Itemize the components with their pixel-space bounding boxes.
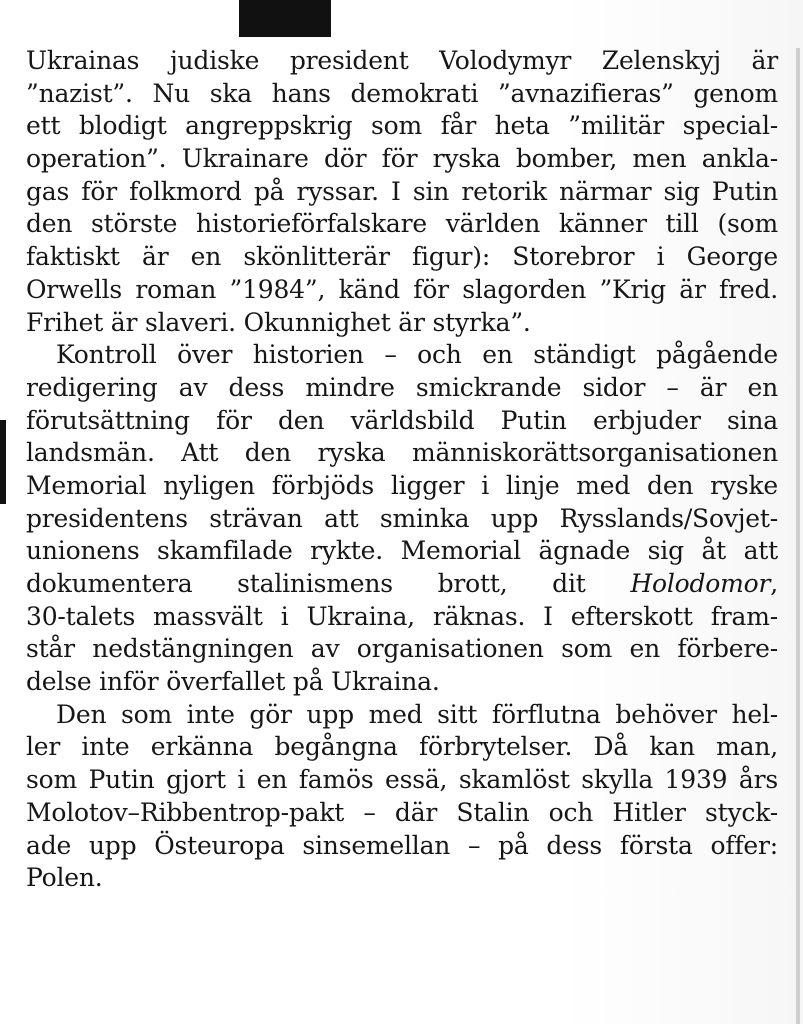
- article-column: [26, 45, 778, 895]
- text-line: Molotov–Ribbentrop-pakt – där Stalin och Hitler styck-: [26, 797, 778, 827]
- italic-term: Holodomor: [630, 569, 771, 598]
- text-line: Den som inte gör upp med sitt förflutna behöver hel-: [56, 699, 778, 729]
- text-line: landsmän. Att den ryska människorättsorganisationen: [26, 438, 778, 468]
- header-black-block: [239, 0, 331, 37]
- text-line: Frihet är slaveri. Okunnighet är styrka”.: [26, 307, 531, 337]
- paragraph-3: [26, 699, 778, 895]
- text-line: ade upp Östeuropa sinsemellan – på dess första offer:: [26, 830, 778, 860]
- text-line: som Putin gjort i en famös essä, skamlöst skylla 1939 års: [26, 765, 778, 795]
- text-line: unionens skamfilade rykte. Memorial ägnade sig åt att: [26, 536, 778, 566]
- text-line: redigering av dess mindre smickrande sidor – är en: [26, 372, 778, 402]
- paragraph-2: [26, 339, 778, 699]
- text-line: den störste historieförfalskare världen känner till (som: [26, 209, 778, 239]
- text-line: Ukrainas judiske president Volodymyr Zelenskyj är: [26, 46, 778, 75]
- paragraph-1: [26, 45, 778, 339]
- text-line: står nedstängningen av organisationen som en förbere-: [26, 634, 778, 664]
- text-fragment: ,: [770, 569, 778, 598]
- text-line: Kontroll över historien – och en ständigt pågående: [56, 340, 778, 370]
- left-margin-marker: [0, 420, 6, 504]
- text-line: operation”. Ukrainare dör för ryska bomber, men ankla-: [26, 144, 778, 174]
- text-line: Orwells roman ”1984”, känd för slagorden ”Krig är fred.: [26, 274, 778, 304]
- text-line: presidentens strävan att sminka upp Rysslands/Sovjet-: [26, 503, 778, 533]
- column-rule: [796, 48, 800, 1024]
- text-line: ler inte erkänna begångna förbrytelser. Då kan man,: [26, 732, 778, 762]
- text-line: delse inför överfallet på Ukraina.: [26, 667, 440, 697]
- text-line: faktiskt är en skönlitterär figur): Storebror i George: [26, 242, 778, 272]
- text-line: Memorial nyligen förbjöds ligger i linje med den ryske: [26, 470, 778, 500]
- text-line: ”nazist”. Nu ska hans demokrati ”avnazifieras” genom: [26, 78, 778, 108]
- text-line: ett blodigt angreppskrig som får heta ”militär special-: [26, 111, 778, 141]
- text-fragment: dokumentera stalinismens brott, dit: [26, 569, 631, 598]
- text-line: förutsättning för den världsbild Putin erbjuder sina: [26, 405, 778, 435]
- text-line-with-italic: [26, 568, 778, 601]
- text-line: Polen.: [26, 863, 103, 893]
- text-line: gas för folkmord på ryssar. I sin retorik närmar sig Putin: [26, 176, 778, 206]
- text-line: 30-talets massvält i Ukraina, räknas. I efterskott fram-: [26, 601, 778, 631]
